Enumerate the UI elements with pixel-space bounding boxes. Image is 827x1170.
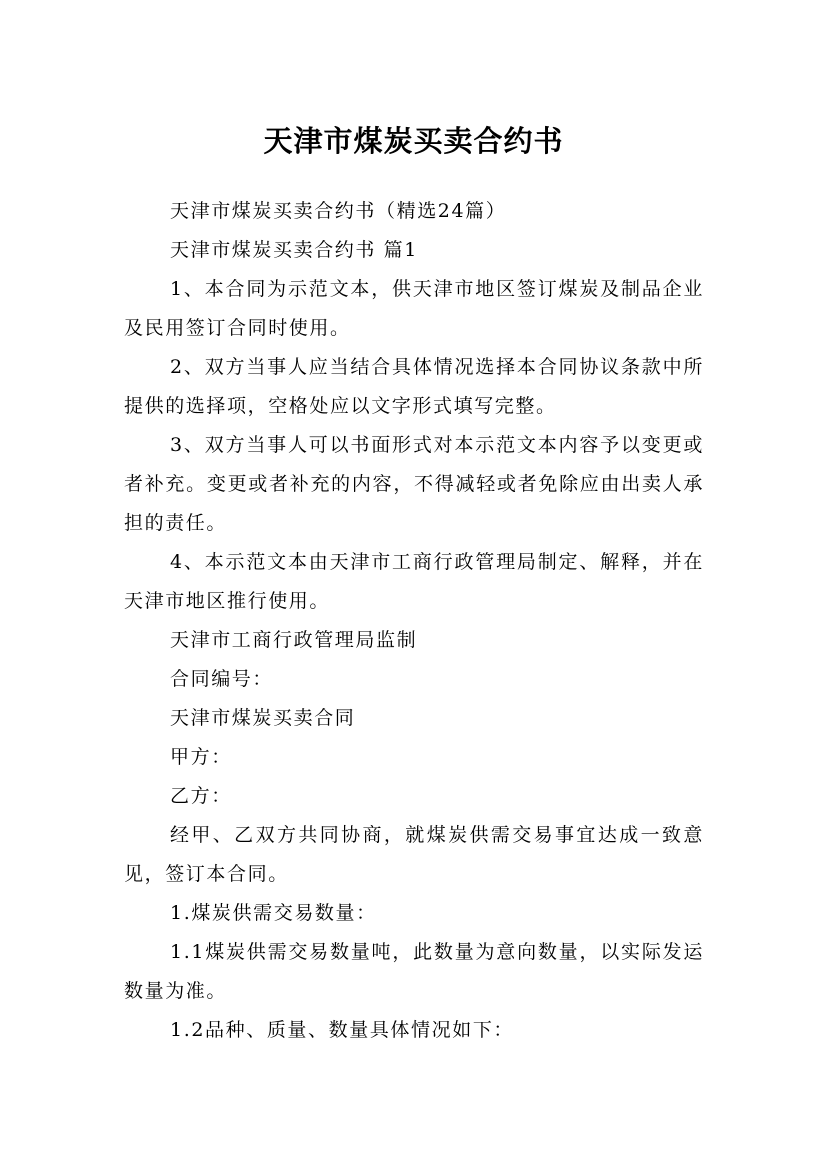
document-title: 天津市煤炭买卖合约书 [263, 124, 564, 159]
paragraph-section-heading: 天津市煤炭买卖合约书 篇1 [170, 239, 418, 261]
document-body [124, 192, 704, 1050]
paragraph-note-2: 2、双方当事人应当结合具体情况选择本合同协议条款中所提供的选择项，空格处应以文字形式填写完整。 [124, 356, 704, 417]
paragraph-contract-number: 合同编号： [170, 668, 274, 690]
paragraph-supervisor: 天津市工商行政管理局监制 [170, 629, 418, 651]
paragraph-contract-name: 天津市煤炭买卖合同 [170, 707, 356, 729]
paragraph-subtitle: 天津市煤炭买卖合约书（精选24篇） [170, 200, 507, 222]
paragraph-note-1: 1、本合同为示范文本，供天津市地区签订煤炭及制品企业及民用签订合同时使用。 [124, 278, 704, 339]
paragraph-note-3: 3、双方当事人可以书面形式对本示范文本内容予以变更或者补充。变更或者补充的内容，不得减轻或者免除应由出卖人承担的责任。 [124, 434, 704, 534]
paragraph-clause-1: 1.煤炭供需交易数量： [170, 902, 377, 924]
paragraph-agreement: 经甲、乙双方共同协商，就煤炭供需交易事宜达成一致意见，签订本合同。 [124, 824, 704, 885]
paragraph-party-b: 乙方： [170, 785, 232, 807]
paragraph-clause-1-2: 1.2品种、质量、数量具体情况如下： [170, 1019, 515, 1041]
paragraph-note-4: 4、本示范文本由天津市工商行政管理局制定、解释，并在天津市地区推行使用。 [124, 551, 704, 612]
paragraph-clause-1-1: 1.1煤炭供需交易数量吨，此数量为意向数量，以实际发运数量为准。 [124, 941, 704, 1002]
paragraph-party-a: 甲方： [170, 746, 232, 768]
